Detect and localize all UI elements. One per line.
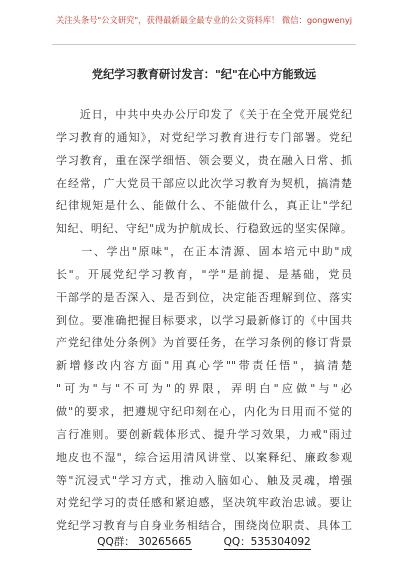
qq-number: QQ：535304092	[223, 536, 311, 548]
body-line: 长"。开展党纪学习教育，"学"是前提、是基础，党员	[56, 267, 352, 281]
body-line: 纪律规矩是什么、能做什么、不能做什么，真正让"学纪	[56, 199, 352, 213]
body-line: 新增修改内容方面"用真心学""带责任悟"，搞清楚	[56, 359, 352, 373]
body-line: 近日，中共中央办公厅印发了《关于在全党开展党纪	[56, 108, 352, 121]
body-line: 知纪、明纪、守纪"成为护航成长、行稳致远的坚实保障。	[56, 222, 352, 236]
body-line: "可为"与"不可为"的界限，弄明白"应做"与"必	[56, 382, 352, 396]
body-line: 言行准则。要创新载体形式、提升学习效果，力戒"雨过	[56, 427, 352, 441]
body-line: 产党纪律处分条例》为首要任务，在学习条例的修订背景	[56, 336, 352, 350]
body-line: 学习教育，重在深学细悟、领会要义，贵在融入日常、抓	[56, 153, 352, 167]
body-line: 地皮也不湿"，综合运用清风讲堂、以案释纪、廉政参观	[56, 450, 352, 464]
qq-group-number: QQ群： 30265665	[97, 536, 192, 548]
body-line: 做"的要求，把遵规守纪印刻在心，内化为日用而不觉的	[56, 404, 352, 418]
body-line: 在经常，广大党员干部应以此次学习教育为契机，搞清楚	[56, 176, 352, 190]
header-divider	[52, 44, 356, 45]
body-line: 党纪学习教育与自身业务相结合，围绕岗位职责、具体工	[56, 519, 352, 533]
body-line: 对党纪学习的责任感和紧迫感，坚决筑牢政治忠诚。要让	[56, 496, 352, 510]
body-line: 到位。要准确把握目标要求，以学习最新修订的《中国共	[56, 313, 352, 327]
body-line: 学习教育的通知》，对党纪学习教育进行专门部署。党纪	[56, 130, 352, 144]
document-title: 党纪学习教育研讨发言："纪"在心中方能致远	[91, 67, 317, 81]
header-note: 关注头条号"公文研究"，获得最新最全最专业的公文资料库！ 微信：gongwenyj	[55, 15, 353, 25]
footer-contact	[0, 536, 408, 550]
document-body	[56, 104, 352, 538]
body-line: 等"沉浸式"学习方式，推动入脑如心、触及灵魂，增强	[56, 473, 352, 487]
body-line: 干部学的是否深入、是否到位，决定能否理解到位、落实	[56, 290, 352, 304]
body-line: 一、学出"原味"，在正本清源、固本培元中助"成	[56, 245, 352, 259]
